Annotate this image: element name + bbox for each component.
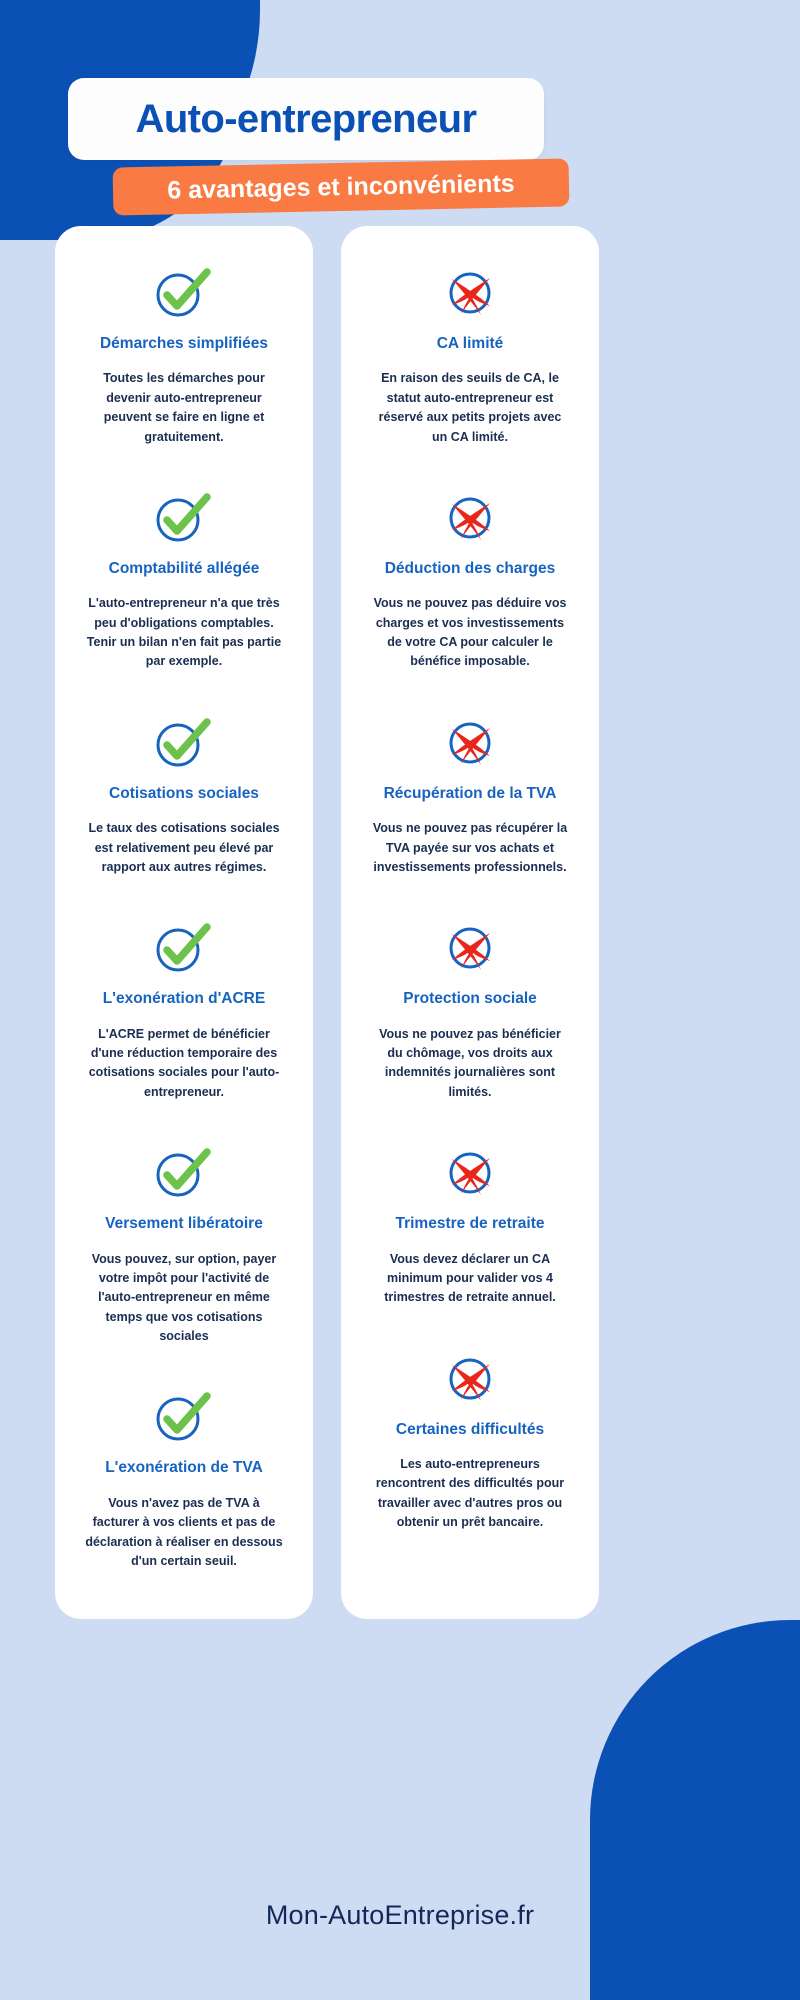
comparison-columns xyxy=(55,226,745,1619)
disadvantage-item-body: Vous devez déclarer un CA minimum pour valider vos 4 trimestres de retraite annuel. xyxy=(384,1251,556,1305)
cross-circle-icon-svg xyxy=(441,266,499,320)
check-circle-icon-svg xyxy=(155,1390,213,1444)
cross-circle-icon xyxy=(365,1348,575,1410)
check-circle-icon xyxy=(79,917,289,979)
disadvantage-item-body: Les auto-entrepreneurs rencontrent des difficultés pour travailler avec d'autres pros ou obtenir un prêt bancaire. xyxy=(375,1457,565,1530)
advantage-item-body: Toutes les démarches pour devenir auto-entrepreneur peuvent se faire en ligne et gratuitement. xyxy=(103,371,265,444)
advantage-item-title: Versement libératoire xyxy=(105,1215,263,1233)
disadvantage-item-body: Vous ne pouvez pas bénéficier du chômage, vos droits aux indemnités journalières sont limités. xyxy=(379,1026,561,1099)
disadvantage-item xyxy=(353,702,587,892)
advantages-column xyxy=(55,226,313,1619)
advantage-item xyxy=(67,1132,301,1360)
cross-circle-icon xyxy=(365,262,575,324)
site-name: Mon-AutoEntreprise.fr xyxy=(265,1900,535,1930)
advantage-item-body: Vous pouvez, sur option, payer votre impôt pour l'activité de l'auto-entrepreneur en même temps que vos cotisations sociales xyxy=(91,1251,277,1343)
page-title: Auto-entrepreneur xyxy=(135,96,477,141)
page-subtitle: 6 avantages et inconvénients xyxy=(167,169,515,204)
disadvantage-item-title: CA limité xyxy=(436,335,504,352)
advantage-item xyxy=(67,477,301,686)
advantage-item xyxy=(67,252,301,461)
cross-circle-icon xyxy=(365,1142,575,1204)
disadvantage-item xyxy=(353,477,587,686)
advantage-item-body: L'ACRE permet de bénéficier d'une réduction temporaire des cotisations sociales pour l'auto-entrepreneur. xyxy=(88,1026,280,1099)
disadvantage-item-title: Certaines difficultés xyxy=(395,1420,545,1438)
cross-circle-icon xyxy=(365,917,575,979)
advantage-item xyxy=(67,907,301,1116)
check-circle-icon-svg xyxy=(155,1146,213,1200)
disadvantage-item-body: En raison des seuils de CA, le statut auto-entrepreneur est réservé aux petits projets avec un CA limité. xyxy=(378,371,562,444)
advantage-item-body: Vous n'avez pas de TVA à facturer à vos clients et pas de déclaration à réaliser en dessous d'un certain seuil. xyxy=(85,1495,283,1568)
cross-circle-icon-svg xyxy=(441,1352,499,1406)
disadvantages-column xyxy=(341,226,599,1619)
disadvantage-item xyxy=(353,1132,587,1322)
title-plate xyxy=(68,78,544,160)
disadvantage-item-title: Trimestre de retraite xyxy=(395,1215,545,1233)
advantage-item-title: Comptabilité allégée xyxy=(108,559,260,577)
disadvantage-item xyxy=(353,907,587,1116)
advantage-item-body: L'auto-entrepreneur n'a que très peu d'obligations comptables. Tenir un bilan n'en fait pas partie par exemple. xyxy=(86,596,282,669)
advantage-item-body: Le taux des cotisations sociales est relativement peu élevé par rapport aux autres régimes. xyxy=(88,821,280,874)
advantage-item xyxy=(67,702,301,892)
cross-circle-icon xyxy=(365,487,575,549)
check-circle-icon-svg xyxy=(155,491,213,545)
disadvantage-item-title: Récupération de la TVA xyxy=(383,784,557,802)
cross-circle-icon-svg xyxy=(441,1146,499,1200)
check-circle-icon xyxy=(79,487,289,549)
footer xyxy=(0,1900,800,1931)
check-circle-icon-svg xyxy=(155,921,213,975)
disadvantage-item-body: Vous ne pouvez pas récupérer la TVA payée sur vos achats et investissements professionnels. xyxy=(372,821,568,874)
cross-circle-icon xyxy=(365,712,575,774)
advantage-item-title: Démarches simplifiées xyxy=(99,335,268,352)
advantage-item-title: L'exonération de TVA xyxy=(105,1459,263,1477)
check-circle-icon xyxy=(79,1142,289,1204)
cross-circle-icon-svg xyxy=(441,921,499,975)
check-circle-icon xyxy=(79,1386,289,1448)
cross-circle-icon-svg xyxy=(441,491,499,545)
disadvantage-item xyxy=(353,1338,587,1547)
subtitle-banner xyxy=(113,158,570,215)
check-circle-icon-svg xyxy=(155,716,213,770)
disadvantage-item-title: Protection sociale xyxy=(403,990,537,1008)
disadvantage-item-title: Déduction des charges xyxy=(384,559,556,577)
advantage-item-title: L'exonération d'ACRE xyxy=(102,990,266,1008)
check-circle-icon-svg xyxy=(155,266,213,320)
disadvantage-item-body: Vous ne pouvez pas déduire vos charges et vos investissements de votre CA pour calculer le bénéfice imposable. xyxy=(373,596,567,669)
advantage-item-title: Cotisations sociales xyxy=(109,784,259,802)
check-circle-icon xyxy=(79,262,289,324)
cross-circle-icon-svg xyxy=(441,716,499,770)
check-circle-icon xyxy=(79,712,289,774)
disadvantage-item xyxy=(353,252,587,461)
advantage-item xyxy=(67,1376,301,1585)
